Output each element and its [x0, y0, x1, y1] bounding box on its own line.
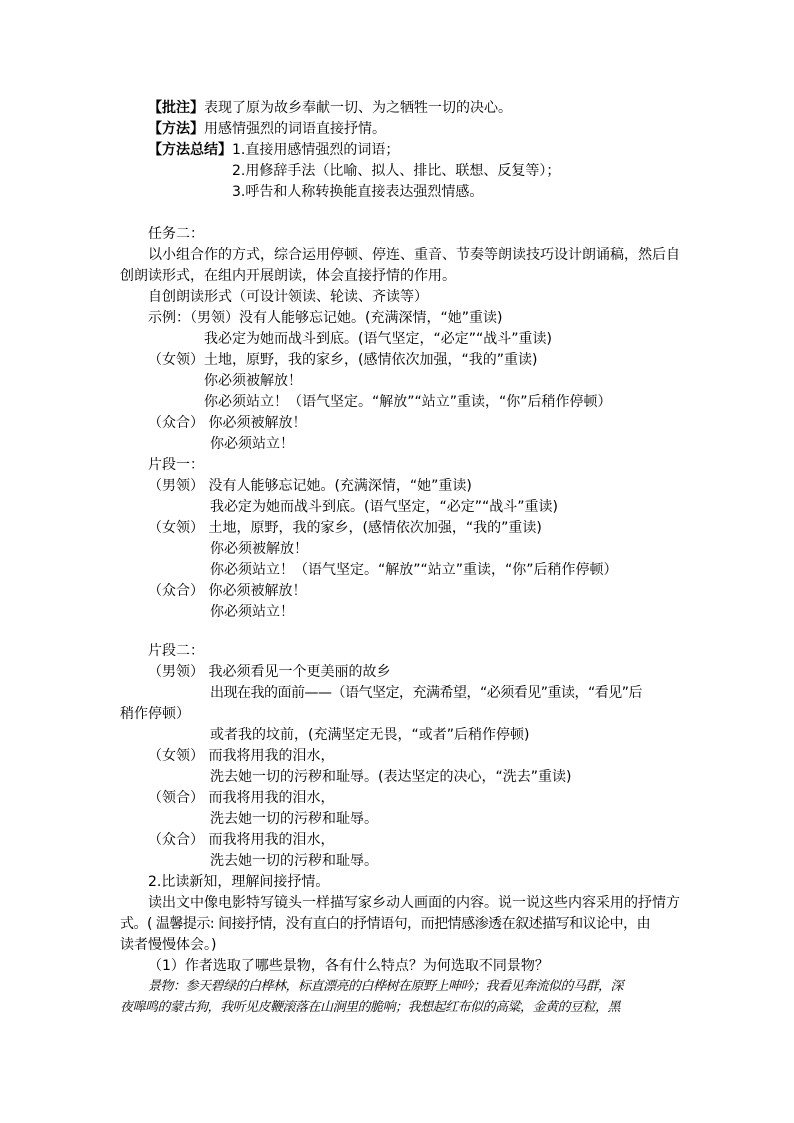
example-line: 你必须站立！（语气坚定。“解放”“站立”重读，“你”后稍作停顿）: [204, 394, 612, 410]
method-label: 【方法】: [148, 121, 204, 137]
segment2-line: 洗去她一切的污秽和耻辱。: [210, 811, 378, 827]
example-line: 你必须站立！: [210, 436, 294, 452]
answer-1: 景物：参天碧绿的白桦林，标直漂亮的白桦树在原野上呻吟；我看见奔流似的马群，深: [148, 979, 624, 994]
segment1-title: 片段一：: [148, 457, 204, 473]
reading-form-note: 自创朗读形式（可设计领读、轮读、齐读等）: [148, 289, 428, 305]
segment2-line: 洗去她一切的污秽和耻辱。: [210, 853, 378, 869]
segment2-line: （众合） 而我将用我的泪水，: [148, 832, 335, 848]
part2-paragraph-cont: 读者慢慢体会。): [120, 937, 217, 953]
part2-paragraph: 读出文中像电影特写镜头一样描写家乡动人画面的内容。说一说这些内容采用的抒情方: [148, 895, 680, 911]
segment2-line: 稍作停顿）: [120, 706, 190, 722]
example-line: （众合） 你必须被解放！: [148, 415, 307, 431]
segment2-line: （领合） 而我将用我的泪水，: [148, 790, 335, 806]
annotation-label: 【批注】: [148, 100, 204, 116]
part2-title: 2.比读新知，理解间接抒情。: [148, 874, 330, 890]
segment1-line: 我必定为她而战斗到底。(语气坚定，“必定”“战斗”重读): [210, 499, 558, 515]
method-summary-line: [148, 140, 399, 160]
task2-intro: 以小组合作的方式，综合运用停顿、停连、重音、节奏等朗读技巧设计朗诵稿，然后自: [148, 247, 680, 263]
segment2-line: （男领） 我必须看见一个更美丽的故乡: [148, 664, 391, 680]
segment2-title: 片段二：: [148, 643, 204, 659]
segment2-line: 洗去她一切的污秽和耻辱。(表达坚定的决心，“洗去”重读): [210, 769, 572, 785]
method-summary-item-1: 1.直接用感情强烈的词语；: [232, 142, 400, 158]
segment1-line: （众合） 你必须被解放！: [148, 583, 307, 599]
method-summary-item-3: 3.呼告和人称转换能直接表达强烈情感。: [232, 184, 484, 200]
answer-1-cont: 夜嗥鸣的蒙古狗，我听见皮鞭滚落在山涧里的脆响；我想起红布似的高粱，金黄的豆粒，黑: [120, 1000, 621, 1015]
segment1-line: 你必须被解放！: [210, 541, 308, 557]
example-line: 你必须被解放！: [204, 373, 302, 389]
segment1-line: （女领） 土地，原野，我的家乡，(感情依次加强，“我的”重读): [148, 520, 542, 536]
method-text: 用感情强烈的词语直接抒情。: [204, 121, 386, 137]
example-line: 我必定为她而战斗到底。(语气坚定，“必定”“战斗”重读): [204, 331, 552, 347]
segment1-line: 你必须站立！: [210, 604, 294, 620]
task2-title: 任务二：: [148, 226, 204, 242]
method-summary-label: 【方法总结】: [148, 142, 232, 158]
annotation-text: 表现了原为故乡奉献一切、为之牺牲一切的决心。: [204, 100, 512, 116]
segment1-line: （男领） 没有人能够忘记她。(充满深情，“她”重读): [148, 478, 472, 494]
part2-paragraph-cont: 式。( 温馨提示: 间接抒情，没有直白的抒情语句，而把情感渗透在叙述描写和议论中，由: [120, 916, 651, 932]
segment1-line: 你必须站立！（语气坚定。“解放”“站立”重读，“你”后稍作停顿）: [210, 562, 618, 578]
segment2-line: 出现在我的面前——（语气坚定，充满希望，“必须看见”重读，“看见”后: [210, 685, 643, 701]
example-line: 示例：（男领）没有人能够忘记她。(充满深情，“她”重读): [148, 310, 503, 326]
method-summary-item-2: 2.用修辞手法（比喻、拟人、排比、联想、反复等）；: [232, 163, 561, 179]
task2-intro-cont: 创朗读形式，在组内开展朗读，体会直接抒情的作用。: [120, 268, 456, 284]
question-1: （1）作者选取了哪些景物，各有什么特点？为何选取不同景物？: [148, 958, 549, 974]
annotation-line: [148, 98, 512, 118]
segment2-line: （女领） 而我将用我的泪水，: [148, 748, 335, 764]
example-line: （女领）土地，原野，我的家乡，(感情依次加强，“我的”重读): [148, 352, 538, 368]
segment2-line: 或者我的坟前，(充满坚定无畏，“或者”后稍作停顿): [210, 727, 530, 743]
method-line: [148, 119, 386, 139]
